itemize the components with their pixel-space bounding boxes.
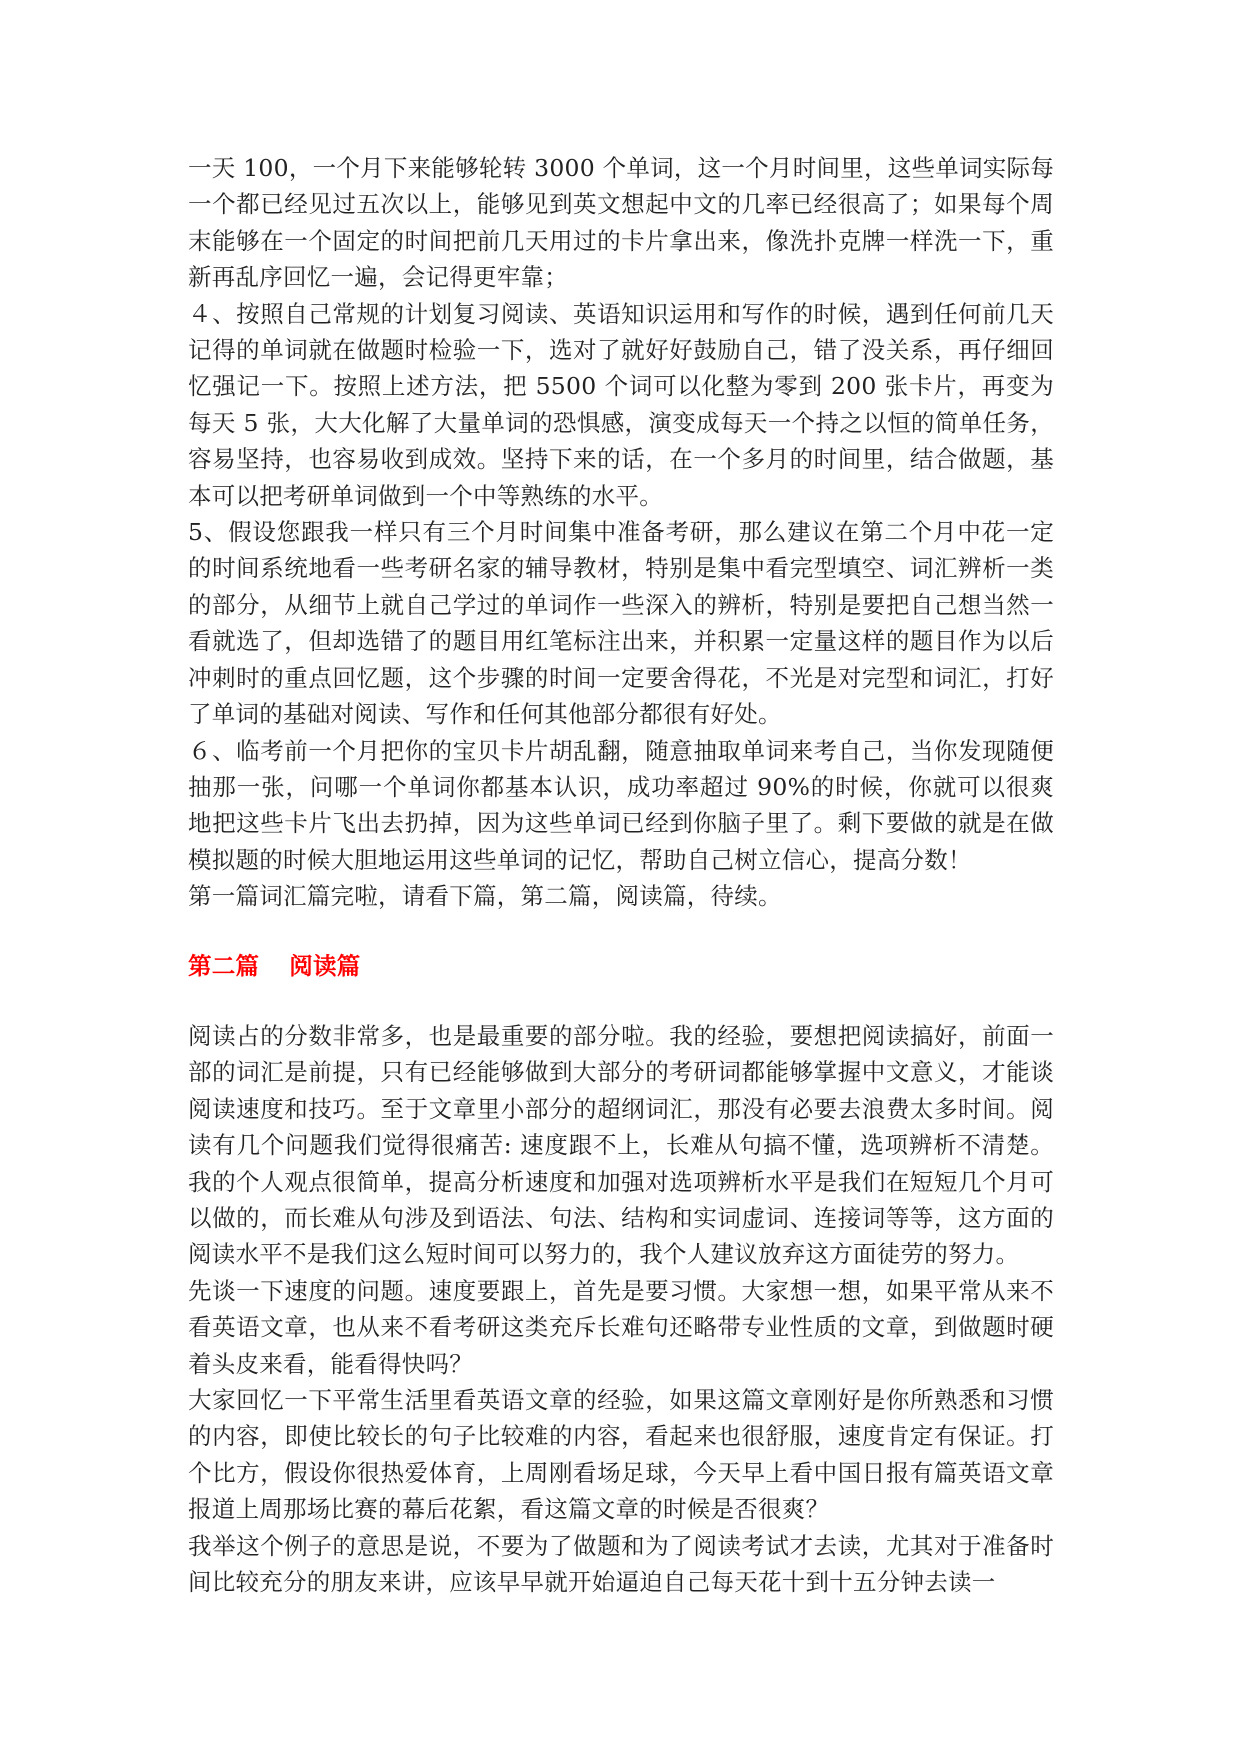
paragraph: 大家回忆一下平常生活里看英语文章的经验，如果这篇文章刚好是你所熟悉和习惯的内容，即使比较长的句子比较难的内容，看起来也很舒服，速度肯定有保证。打个比方，假设你很热爱体育，上周刚看场足球，今天早上看中国日报有篇英语文章报道上周那场比赛的幕后花絮，看这篇文章的时候是否很爽？	[188, 1386, 1054, 1524]
paragraph: ６、临考前一个月把你的宝贝卡片胡乱翻，随意抽取单词来考自己，当你发现随便抽那一张，问哪一个单词你都基本认识，成功率超过 90%的时候，你就可以很爽地把这些卡片飞出去扔掉，因为这些单词已经到你脑子里了。剩下要做的就是在做模拟题的时候大胆地运用这些单词的记忆，帮助自己树立信心，提高分数！	[188, 736, 1054, 874]
paragraph: 先谈一下速度的问题。速度要跟上，首先是要习惯。大家想一想，如果平常从来不看英语文章，也从来不看考研这类充斥长难句还略带专业性质的文章，到做题时硬着头皮来看，能看得快吗？	[188, 1276, 1054, 1378]
vocabulary-section	[188, 150, 1054, 915]
document-page	[188, 150, 1054, 1600]
heading-part-number: 第二篇	[188, 951, 260, 980]
heading-part-title: 阅读篇	[289, 951, 361, 980]
paragraph: ４、按照自己常规的计划复习阅读、英语知识运用和写作的时候，遇到任何前几天记得的单词就在做题时检验一下，选对了就好好鼓励自己，错了没关系，再仔细回忆强记一下。按照上述方法，把 5500 个词可以化整为零到 200 张卡片，再变为每天 5 张，大大化解了大量单词的恐惧感，演变成每天一个持之以恒的简单任务，容易坚持，也容易收到成效。坚持下来的话，在一个多月的时间里，结合做题，基本可以把考研单词做到一个中等熟练的水平。	[188, 299, 1054, 510]
paragraph: 阅读占的分数非常多，也是最重要的部分啦。我的经验，要想把阅读搞好，前面一部的词汇是前提，只有已经能够做到大部分的考研词都能够掌握中文意义，才能谈阅读速度和技巧。至于文章里小部分的超纲词汇，那没有必要去浪费太多时间。阅读有几个问题我们觉得很痛苦: 速度跟不上，长难从句搞不懂，选项辨析不清楚。我的个人观点很简单，提高分析速度和加强对选项辨析水平是我们在短短几个月可以做的，而长难从句涉及到语法、句法、结构和实词虚词、连接词等等，这方面的阅读水平不是我们这么短时间可以努力的，我个人建议放弃这方面徒劳的努力。	[188, 1021, 1054, 1269]
closing-note: 第一篇词汇篇完啦，请看下篇，第二篇，阅读篇，待续。	[188, 882, 782, 911]
section-heading	[188, 948, 1054, 984]
paragraph: 我举这个例子的意思是说，不要为了做题和为了阅读考试才去读，尤其对于准备时间比较充分的朋友来讲，应该早早就开始逼迫自己每天花十到十五分钟去读一	[188, 1531, 1054, 1597]
reading-section	[188, 1018, 1054, 1601]
paragraph: 5、假设您跟我一样只有三个月时间集中准备考研，那么建议在第二个月中花一定的时间系统地看一些考研名家的辅导教材，特别是集中看完型填空、词汇辨析一类的部分，从细节上就自己学过的单词作一些深入的辨析，特别是要把自己想当然一看就选了，但却选错了的题目用红笔标注出来，并积累一定量这样的题目作为以后冲刺时的重点回忆题，这个步骤的时间一定要舍得花，不光是对完型和词汇，打好了单词的基础对阅读、写作和任何其他部分都很有好处。	[188, 518, 1054, 729]
paragraph: 一天 100，一个月下来能够轮转 3000 个单词，这一个月时间里，这些单词实际每一个都已经见过五次以上，能够见到英文想起中文的几率已经很高了；如果每个周末能够在一个固定的时间把前几天用过的卡片拿出来，像洗扑克牌一样洗一下，重新再乱序回忆一遍，会记得更牢靠；	[188, 154, 1054, 292]
